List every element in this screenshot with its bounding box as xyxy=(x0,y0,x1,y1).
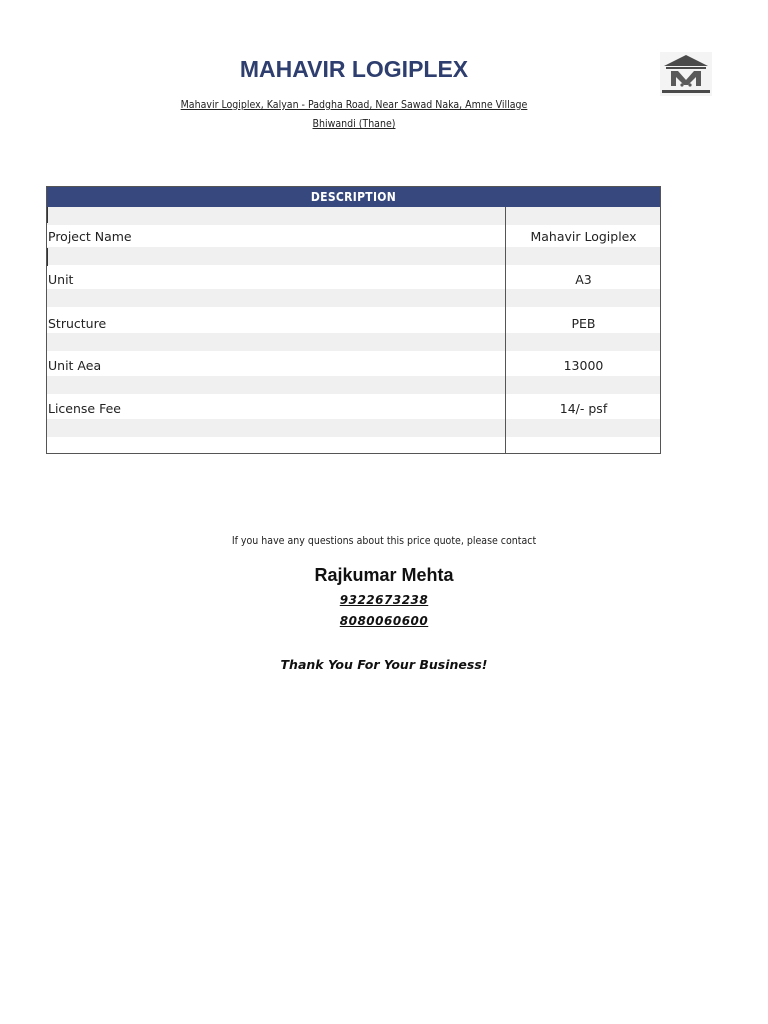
table-stripe xyxy=(47,289,660,307)
contact-phone-2[interactable]: 8080060600 xyxy=(339,614,429,628)
contact-note: If you have any questions about this price quote, please contact xyxy=(231,535,537,547)
table-stripe xyxy=(47,419,660,437)
cell-cursor-mark xyxy=(47,248,48,266)
house-m-logo-icon xyxy=(660,52,712,96)
thank-you-message: Thank You For Your Business! xyxy=(280,657,488,672)
row-label-project-name: Project Name xyxy=(48,229,132,244)
table-stripe xyxy=(47,247,660,265)
quote-table xyxy=(46,186,661,454)
company-title: MAHAVIR LOGIPLEX xyxy=(239,56,469,82)
row-label-license-fee: License Fee xyxy=(48,401,121,416)
row-value-license-fee: 14/- psf xyxy=(559,401,608,416)
table-header: DESCRIPTION xyxy=(47,187,660,207)
cell-cursor-mark xyxy=(47,207,48,223)
row-label-structure: Structure xyxy=(48,316,107,331)
row-value-structure: PEB xyxy=(571,316,596,331)
contact-phone-1[interactable]: 9322673238 xyxy=(339,593,429,607)
row-label-unit-area: Unit Aea xyxy=(48,358,102,373)
address-line-1: Mahavir Logiplex, Kalyan - Padgha Road, Near Sawad Naka, Amne Village xyxy=(180,99,528,111)
contact-name: Rajkumar Mehta xyxy=(314,565,454,585)
row-value-unit-area: 13000 xyxy=(563,358,604,373)
address-line-2: Bhiwandi (Thane) xyxy=(312,118,396,130)
row-value-project-name: Mahavir Logiplex xyxy=(530,229,637,244)
row-label-unit: Unit xyxy=(48,272,74,287)
table-stripe xyxy=(47,207,660,225)
table-stripe xyxy=(47,376,660,394)
row-value-unit: A3 xyxy=(575,272,592,287)
table-stripe xyxy=(47,333,660,351)
